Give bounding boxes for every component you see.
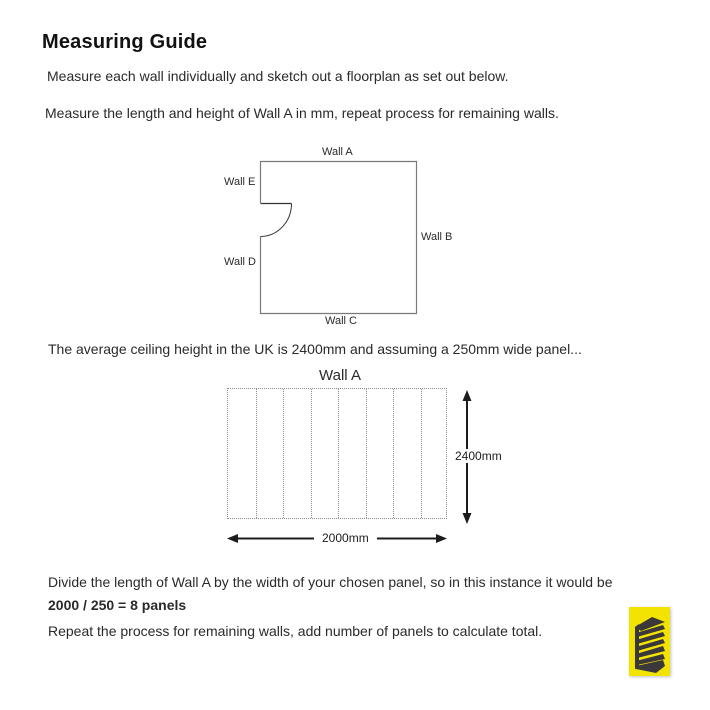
floorplan-wall-d-label: Wall D [224, 256, 256, 268]
panel-formula: 2000 / 250 = 8 panels [48, 597, 187, 613]
room-outline [261, 162, 417, 314]
panel-grid [227, 388, 447, 519]
ceiling-height-dimension-label: 2400mm [455, 449, 502, 463]
arrowhead-up-icon [463, 390, 472, 401]
panel-divider-line [366, 389, 367, 518]
panel-divider-line [421, 389, 422, 518]
divide-instruction: Divide the length of Wall A by the width of your chosen panel, so in this instance it would be [48, 574, 613, 590]
floorplan-wall-b-label: Wall B [421, 231, 453, 243]
floorplan-wall-c-label: Wall C [325, 315, 357, 327]
repeat-instruction: Repeat the process for remaining walls, add number of panels to calculate total. [48, 623, 543, 639]
wall-length-dimension-label: 2000mm [314, 531, 377, 545]
instruction-step2: Measure the length and height of Wall A in mm, repeat process for remaining walls. [45, 105, 559, 121]
panel-divider-line [338, 389, 339, 518]
page-title: Measuring Guide [42, 31, 208, 53]
arrowhead-left-icon [227, 534, 238, 543]
panel-diagram-title: Wall A [319, 367, 361, 384]
floorplan-wall-a-label: Wall A [322, 146, 353, 158]
panel-divider-line [256, 389, 257, 518]
arrowhead-right-icon [436, 534, 447, 543]
panel-divider-line [283, 389, 284, 518]
stacked-panels-logo [629, 607, 670, 676]
panel-divider-line [311, 389, 312, 518]
instruction-step1: Measure each wall individually and sketch out a floorplan as set out below. [47, 68, 509, 84]
floorplan-wall-e-label: Wall E [224, 176, 256, 188]
stacked-panels-logo-icon [629, 607, 670, 676]
ceiling-height-note: The average ceiling height in the UK is 2400mm and assuming a 250mm wide panel... [48, 341, 582, 357]
arrowhead-down-icon [463, 513, 472, 524]
panel-divider-line [393, 389, 394, 518]
door-swing-arc [261, 204, 292, 237]
